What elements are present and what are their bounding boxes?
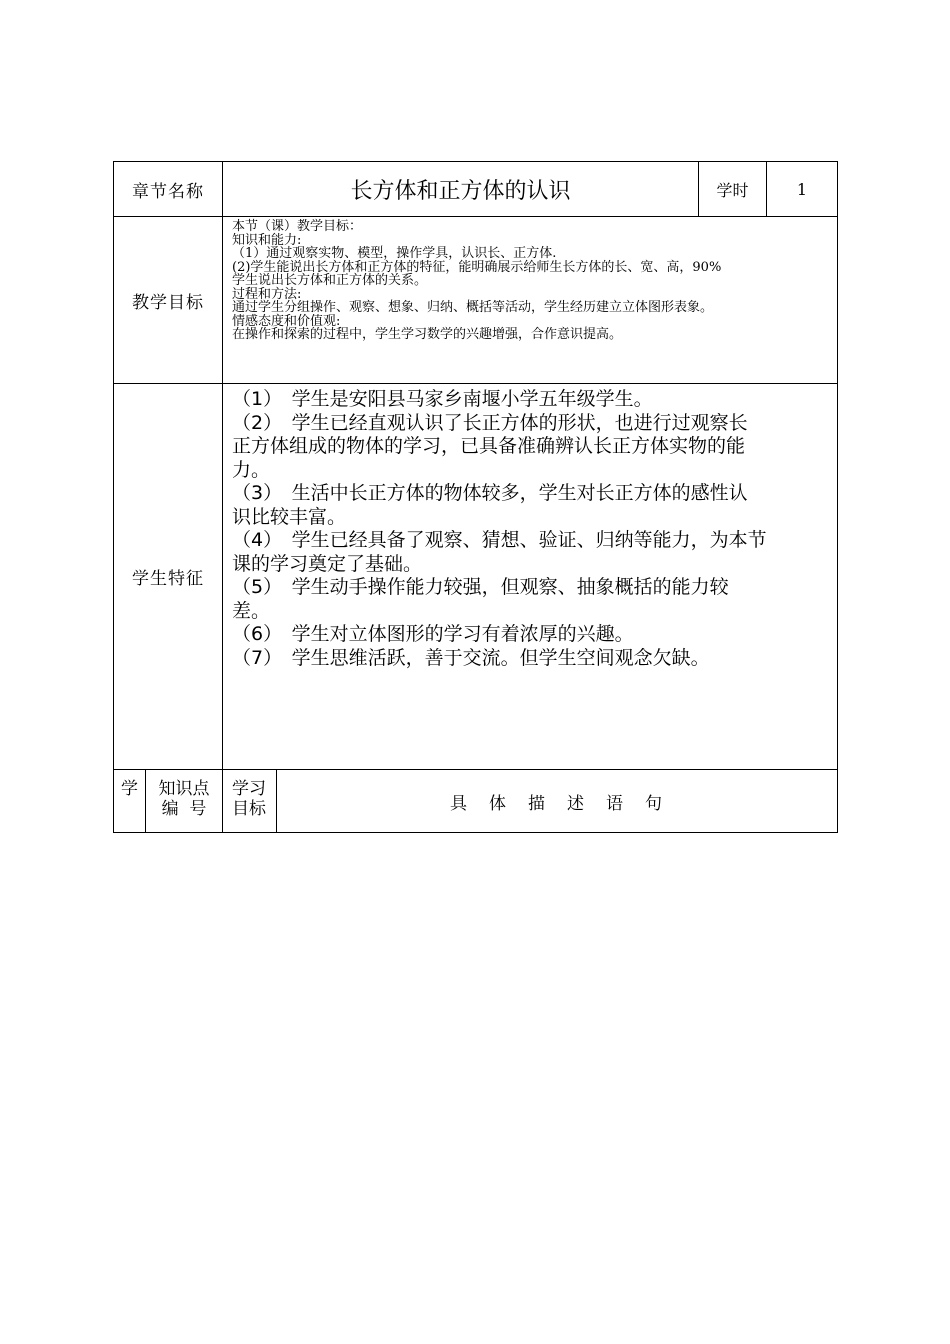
student-trait-line: （5） 学生动手操作能力较强，但观察、抽象概括的能力较	[232, 576, 729, 598]
hours-label: 学时	[699, 162, 767, 217]
objectives-line: 过程和方法:	[232, 286, 302, 302]
learning-goal-line2: 目标	[232, 799, 266, 819]
chapter-title: 长方体和正方体的认识	[223, 162, 699, 217]
students-row	[114, 384, 838, 770]
hours-value: 1	[767, 162, 838, 217]
objectives-line: （1）通过观察实物、模型，操作学具，认识长、正方体.	[232, 246, 557, 261]
objectives-label: 教学目标	[114, 217, 223, 384]
student-trait-line: 正方体组成的物体的学习，已具备准确辨认长正方体实物的能	[232, 435, 746, 457]
objectives-line: 通过学生分组操作、观察、想象、归纳、概括等活动，学生经历建立立体图形表象。	[232, 300, 714, 315]
learning-goal-label	[223, 770, 277, 833]
student-traits-content	[223, 384, 838, 770]
student-traits-label: 学生特征	[114, 384, 223, 770]
objectives-line: 情感态度和价值观:	[232, 313, 341, 329]
student-trait-line: （3） 生活中长正方体的物体较多，学生对长正方体的感性认	[232, 482, 748, 504]
objectives-line: 学生说出长方体和正方体的关系。	[232, 273, 428, 288]
objectives-line: 知识和能力:	[232, 232, 302, 248]
objectives-line: 在操作和探索的过程中，学生学习数学的兴趣增强，合作意识提高。	[232, 327, 623, 342]
student-trait-line: （4） 学生已经具备了观察、猜想、验证、归纳等能力，为本节	[232, 529, 767, 551]
learning-goal-line1: 学习	[232, 779, 266, 799]
student-trait-line: （6） 学生对立体图形的学习有着浓厚的兴趣。	[232, 623, 634, 645]
objectives-row	[114, 217, 838, 384]
student-trait-line: （7） 学生思维活跃，善于交流。但学生空间观念欠缺。	[232, 646, 710, 669]
student-trait-line: 识比较丰富。	[232, 505, 347, 528]
objectives-content	[223, 217, 838, 384]
header-row-bottom	[114, 770, 838, 833]
description-header: 具体描述语句	[277, 770, 838, 833]
student-trait-line: （2） 学生已经直观认识了长正方体的形状，也进行过观察长	[232, 411, 748, 434]
knowledge-point-line2: 编 号	[161, 799, 207, 819]
knowledge-point-line1: 知识点	[158, 779, 210, 799]
knowledge-point-label	[146, 770, 223, 833]
objectives-line: 本节（课）教学目标：	[232, 219, 363, 234]
student-trait-line: 差。	[232, 599, 271, 622]
objectives-line: (2)学生能说出长方体和正方体的特征，能明确展示给师生长方体的长、宽、高，90%	[232, 259, 722, 275]
study-col-label: 学	[114, 770, 146, 833]
lesson-plan-table	[113, 161, 838, 833]
student-trait-line: 力。	[232, 458, 271, 481]
chapter-name-label: 章节名称	[114, 162, 223, 217]
student-trait-line: 课的学习奠定了基础。	[232, 552, 423, 575]
chapter-row	[114, 162, 838, 217]
student-trait-line: （1） 学生是安阳县马家乡南堰小学五年级学生。	[232, 388, 653, 410]
